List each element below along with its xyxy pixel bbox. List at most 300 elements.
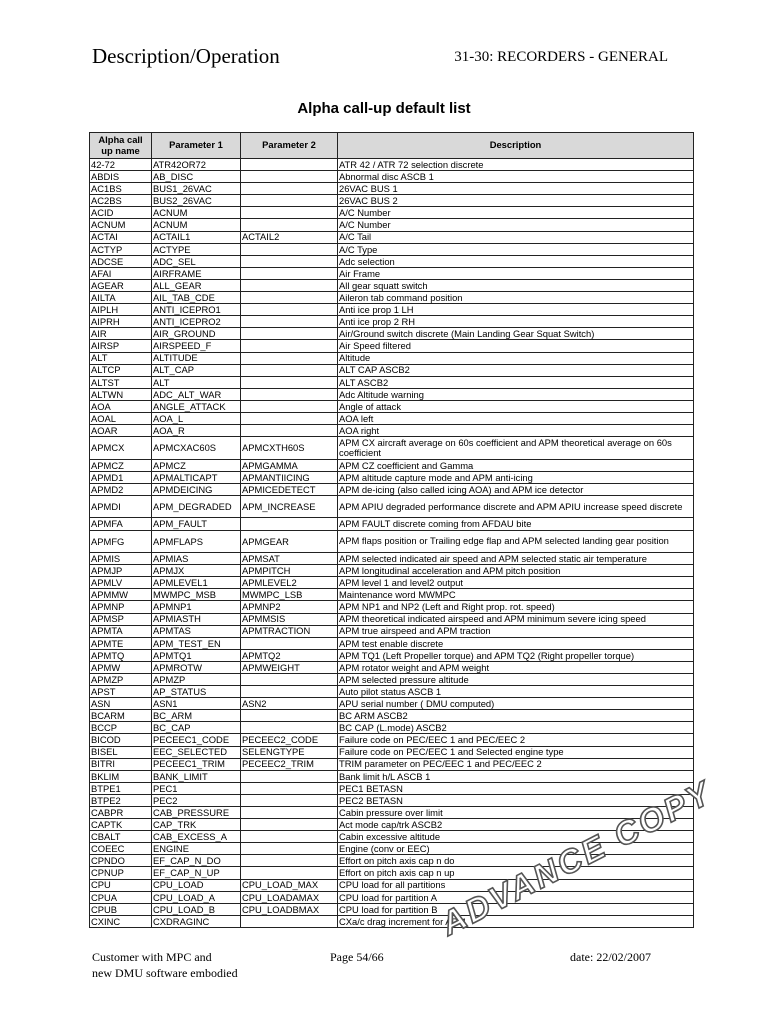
cell-parameter-1: EF_CAP_N_UP [152,867,241,879]
cell-alpha-name: BICOD [90,734,152,746]
cell-parameter-2: APMGEAR [241,530,338,553]
cell-parameter-1: ADC_ALT_WAR [152,388,241,400]
cell-parameter-2 [241,267,338,279]
cell-alpha-name: AOA [90,400,152,412]
cell-alpha-name: BCARM [90,710,152,722]
cell-description: A/C Number [338,219,694,231]
cell-parameter-1: CPU_LOAD_A [152,891,241,903]
cell-description: Maintenance word MWMPC [338,589,694,601]
cell-parameter-2: APMMSIS [241,613,338,625]
cell-alpha-name: APST [90,686,152,698]
cell-parameter-1: APMJX [152,565,241,577]
cell-alpha-name: AC1BS [90,183,152,195]
cell-parameter-1: ASN1 [152,698,241,710]
cell-parameter-2 [241,340,338,352]
table-row [90,637,694,649]
table-row [90,255,694,267]
col-header-alpha-call: Alpha call up name [90,133,152,159]
cell-parameter-1: MWMPC_MSB [152,589,241,601]
cell-parameter-1: APMCXAC60S [152,437,241,460]
table-row [90,867,694,879]
table-row [90,879,694,891]
advance-copy-stamp: ADVANCE COPY [434,773,719,943]
cell-parameter-2 [241,831,338,843]
cell-parameter-2: APMTQ2 [241,649,338,661]
cell-parameter-2 [241,195,338,207]
cell-parameter-2: APMICEDETECT [241,483,338,495]
cell-parameter-2: APM_INCREASE [241,495,338,518]
table-row [90,577,694,589]
cell-parameter-1: ACNUM [152,219,241,231]
cell-parameter-1: APMFLAPS [152,530,241,553]
page-number: Page 54/66 [330,950,384,964]
cell-alpha-name: AC2BS [90,195,152,207]
col-header-parameter-1: Parameter 1 [152,133,241,159]
cell-parameter-2: PECEEC2_TRIM [241,758,338,770]
cell-description: ALT ASCB2 [338,376,694,388]
cell-parameter-2: ASN2 [241,698,338,710]
cell-description: APM longitudinal acceleration and APM pitch position [338,565,694,577]
cell-parameter-1: APM_DEGRADED [152,495,241,518]
cell-alpha-name: AIR [90,328,152,340]
cell-alpha-name: BTPE2 [90,794,152,806]
cell-parameter-1: APMZP [152,673,241,685]
cell-parameter-2 [241,279,338,291]
cell-parameter-2 [241,855,338,867]
cell-description: ATR 42 / ATR 72 selection discrete [338,159,694,171]
cell-description: A/C Number [338,207,694,219]
cell-alpha-name: AOAR [90,425,152,437]
cell-alpha-name: APMJP [90,565,152,577]
cell-description: A/C Tail [338,231,694,243]
table-row [90,292,694,304]
cell-parameter-1: PEC2 [152,794,241,806]
document-section-title: Description/Operation [92,44,280,68]
cell-parameter-2: CPU_LOAD_MAX [241,879,338,891]
cell-parameter-2 [241,637,338,649]
cell-parameter-2 [241,400,338,412]
cell-alpha-name: ACTYP [90,243,152,255]
cell-parameter-2 [241,364,338,376]
cell-parameter-1: AIL_TAB_CDE [152,292,241,304]
cell-parameter-2 [241,425,338,437]
cell-parameter-2 [241,159,338,171]
cell-parameter-1: BC_ARM [152,710,241,722]
cell-alpha-name: AIRSP [90,340,152,352]
table-row [90,625,694,637]
table-row [90,183,694,195]
cell-parameter-2: APMGAMMA [241,459,338,471]
cell-parameter-2: CPU_LOADAMAX [241,891,338,903]
cell-alpha-name: APMSP [90,613,152,625]
cell-description: APM test enable discrete [338,637,694,649]
table-row [90,340,694,352]
table-row [90,195,694,207]
cell-parameter-2: APMPITCH [241,565,338,577]
table-row [90,794,694,806]
cell-alpha-name: APMCZ [90,459,152,471]
cell-parameter-1: AB_DISC [152,171,241,183]
cell-description: APM theoretical indicated airspeed and APM minimum severe icing speed [338,613,694,625]
cell-alpha-name: APMTQ [90,649,152,661]
cell-alpha-name: AOAL [90,412,152,424]
cell-parameter-1: AIRFRAME [152,267,241,279]
cell-parameter-1: APMNP1 [152,601,241,613]
table-row [90,171,694,183]
cell-parameter-1: APMTAS [152,625,241,637]
cell-parameter-2 [241,207,338,219]
cell-parameter-2 [241,782,338,794]
cell-description: Anti ice prop 1 LH [338,304,694,316]
cell-parameter-2 [241,219,338,231]
table-row [90,219,694,231]
cell-description: APU serial number ( DMU computed) [338,698,694,710]
cell-parameter-1: ACTAIL1 [152,231,241,243]
cell-alpha-name: ADCSE [90,255,152,267]
cell-description: APM flaps position or Trailing edge flap and APM selected landing gear position [338,530,694,553]
cell-parameter-2: APMTRACTION [241,625,338,637]
cell-parameter-1: APMTQ1 [152,649,241,661]
cell-description: BC CAP (L.mode) ASCB2 [338,722,694,734]
cell-parameter-1: AOA_R [152,425,241,437]
cell-parameter-1: ALT_CAP [152,364,241,376]
cell-parameter-2: APMSAT [241,553,338,565]
table-row [90,279,694,291]
cell-parameter-1: ENGINE [152,843,241,855]
cell-parameter-1: APMLEVEL1 [152,577,241,589]
cell-description: ALT CAP ASCB2 [338,364,694,376]
table-row [90,518,694,530]
table-row [90,400,694,412]
table-row [90,661,694,673]
table-row [90,328,694,340]
cell-description: Aileron tab command position [338,292,694,304]
cell-parameter-1: PECEEC1_CODE [152,734,241,746]
table-header-row [90,133,694,159]
cell-parameter-1: ANTI_ICEPRO2 [152,316,241,328]
cell-parameter-2 [241,807,338,819]
cell-alpha-name: APMMW [90,589,152,601]
cell-parameter-1: APMCZ [152,459,241,471]
cell-parameter-2 [241,412,338,424]
cell-parameter-2 [241,722,338,734]
cell-description: APM selected pressure altitude [338,673,694,685]
cell-description: Bank limit h/L ASCB 1 [338,770,694,782]
alpha-callup-table [89,132,694,928]
cell-parameter-1: APMROTW [152,661,241,673]
cell-alpha-name: ABDIS [90,171,152,183]
cell-alpha-name: ASN [90,698,152,710]
cell-parameter-1: CPU_LOAD_B [152,903,241,915]
cell-alpha-name: CABPR [90,807,152,819]
cell-parameter-1: CAP_TRK [152,819,241,831]
cell-parameter-2 [241,770,338,782]
table-row [90,159,694,171]
table-row [90,915,694,927]
cell-parameter-1: CPU_LOAD [152,879,241,891]
cell-parameter-2 [241,352,338,364]
table-row [90,698,694,710]
table-row [90,471,694,483]
cell-alpha-name: ACTAI [90,231,152,243]
cell-description: APM FAULT discrete coming from AFDAU bite [338,518,694,530]
cell-parameter-1: BC_CAP [152,722,241,734]
cell-parameter-1: APM_FAULT [152,518,241,530]
table-row [90,589,694,601]
cell-parameter-1: APMALTICAPT [152,471,241,483]
table-body [90,159,694,928]
table-row [90,483,694,495]
cell-parameter-2: PECEEC2_CODE [241,734,338,746]
cell-parameter-1: EF_CAP_N_DO [152,855,241,867]
cell-description: CPU load for partition A [338,891,694,903]
cell-parameter-2: ACTAIL2 [241,231,338,243]
col-header-parameter-2: Parameter 2 [241,133,338,159]
cell-description: APM CX aircraft average on 60s coefficient and APM theoretical average on 60s coefficient [338,437,694,460]
table-row [90,459,694,471]
cell-description: APM true airspeed and APM traction [338,625,694,637]
cell-parameter-1: ACTYPE [152,243,241,255]
cell-parameter-1: APMIASTH [152,613,241,625]
cell-description: Cabin excessive altitude [338,831,694,843]
cell-description: APM rotator weight and APM weight [338,661,694,673]
cell-alpha-name: CPU [90,879,152,891]
cell-parameter-1: ALL_GEAR [152,279,241,291]
cell-parameter-2 [241,686,338,698]
cell-parameter-1: ALT [152,376,241,388]
cell-parameter-1: APMIAS [152,553,241,565]
cell-alpha-name: CPNUP [90,867,152,879]
table-row [90,613,694,625]
cell-alpha-name: APMDI [90,495,152,518]
cell-description: CXa/c drag increment for APM [338,915,694,927]
cell-parameter-2: SELENGTYPE [241,746,338,758]
cell-description: CPU load for all partitions [338,879,694,891]
cell-description: Air Frame [338,267,694,279]
chapter-title: 31-30: RECORDERS - GENERAL [454,49,668,65]
table-row [90,495,694,518]
cell-alpha-name: BISEL [90,746,152,758]
footer-customer-note [92,950,238,981]
table-row [90,649,694,661]
cell-parameter-1: CAB_PRESSURE [152,807,241,819]
cell-description: Failure code on PEC/EEC 1 and PEC/EEC 2 [338,734,694,746]
cell-parameter-1: BUS2_26VAC [152,195,241,207]
cell-parameter-2 [241,819,338,831]
cell-parameter-2 [241,518,338,530]
table-row [90,267,694,279]
cell-alpha-name: BCCP [90,722,152,734]
table-row [90,412,694,424]
table-row [90,746,694,758]
cell-parameter-1: CXDRAGINC [152,915,241,927]
cell-alpha-name: APMD1 [90,471,152,483]
cell-parameter-1: ACNUM [152,207,241,219]
cell-description: Auto pilot status ASCB 1 [338,686,694,698]
cell-parameter-2 [241,710,338,722]
table-row [90,807,694,819]
cell-alpha-name: BKLIM [90,770,152,782]
cell-parameter-2 [241,243,338,255]
cell-parameter-2 [241,843,338,855]
cell-parameter-1: EEC_SELECTED [152,746,241,758]
cell-description: Effort on pitch axis cap n up [338,867,694,879]
cell-alpha-name: ALT [90,352,152,364]
table-row [90,601,694,613]
cell-alpha-name: AGEAR [90,279,152,291]
cell-description: APM level 1 and level2 output [338,577,694,589]
cell-parameter-2 [241,183,338,195]
table-row [90,207,694,219]
cell-description: APM de-icing (also called icing AOA) and APM ice detector [338,483,694,495]
cell-alpha-name: APMIS [90,553,152,565]
cell-parameter-2 [241,292,338,304]
cell-parameter-1: ANTI_ICEPRO1 [152,304,241,316]
cell-description: Air Speed filtered [338,340,694,352]
cell-alpha-name: CPNDO [90,855,152,867]
cell-alpha-name: AFAI [90,267,152,279]
table-row [90,565,694,577]
cell-alpha-name: 42-72 [90,159,152,171]
cell-parameter-2: CPU_LOADBMAX [241,903,338,915]
cell-description: TRIM parameter on PEC/EEC 1 and PEC/EEC 2 [338,758,694,770]
table-row [90,710,694,722]
cell-description: PEC2 BETASN [338,794,694,806]
cell-alpha-name: APMFA [90,518,152,530]
cell-alpha-name: BITRI [90,758,152,770]
cell-description: A/C Type [338,243,694,255]
cell-parameter-2 [241,915,338,927]
cell-alpha-name: ALTST [90,376,152,388]
cell-parameter-1: PECEEC1_TRIM [152,758,241,770]
cell-alpha-name: BTPE1 [90,782,152,794]
table-row [90,673,694,685]
table-row [90,553,694,565]
cell-alpha-name: CPUB [90,903,152,915]
cell-description: 26VAC BUS 1 [338,183,694,195]
cell-parameter-1: BUS1_26VAC [152,183,241,195]
cell-description: BC ARM ASCB2 [338,710,694,722]
cell-parameter-2 [241,376,338,388]
cell-alpha-name: APMZP [90,673,152,685]
cell-description: APM selected indicated air speed and APM selected static air temperature [338,553,694,565]
cell-alpha-name: ALTWN [90,388,152,400]
cell-parameter-2: MWMPC_LSB [241,589,338,601]
cell-alpha-name: APMLV [90,577,152,589]
cell-description: Adc selection [338,255,694,267]
document-date: date: 22/02/2007 [570,950,651,964]
cell-alpha-name: AIPRH [90,316,152,328]
footer-line-1: Customer with MPC and [92,950,212,964]
cell-parameter-2: APMLEVEL2 [241,577,338,589]
cell-parameter-1: PEC1 [152,782,241,794]
table-row [90,364,694,376]
cell-description: APM APIU degraded performance discrete and APM APIU increase speed discrete [338,495,694,518]
cell-alpha-name: AILTA [90,292,152,304]
cell-parameter-2 [241,316,338,328]
table-row [90,352,694,364]
cell-alpha-name: CAPTK [90,819,152,831]
cell-alpha-name: APMW [90,661,152,673]
table-row [90,425,694,437]
cell-parameter-2 [241,794,338,806]
cell-description: PEC1 BETASN [338,782,694,794]
cell-parameter-1: AIRSPEED_F [152,340,241,352]
cell-parameter-2 [241,255,338,267]
cell-parameter-1: APM_TEST_EN [152,637,241,649]
table-row [90,243,694,255]
cell-alpha-name: COEEC [90,843,152,855]
cell-alpha-name: APMD2 [90,483,152,495]
cell-description: Act mode cap/trk ASCB2 [338,819,694,831]
table-row [90,770,694,782]
cell-parameter-2 [241,673,338,685]
cell-parameter-1: AOA_L [152,412,241,424]
cell-alpha-name: APMNP [90,601,152,613]
table-row [90,437,694,460]
cell-parameter-1: ADC_SEL [152,255,241,267]
cell-description: AOA left [338,412,694,424]
cell-description: Altitude [338,352,694,364]
table-row [90,388,694,400]
cell-parameter-1: CAB_EXCESS_A [152,831,241,843]
cell-alpha-name: CPUA [90,891,152,903]
cell-alpha-name: APMTA [90,625,152,637]
cell-alpha-name: ALTCP [90,364,152,376]
cell-alpha-name: ACID [90,207,152,219]
cell-description: 26VAC BUS 2 [338,195,694,207]
cell-description: APM TQ1 (Left Propeller torque) and APM TQ2 (Right propeller torque) [338,649,694,661]
cell-description: CPU load for partition B [338,903,694,915]
table-row [90,304,694,316]
cell-alpha-name: CBALT [90,831,152,843]
cell-alpha-name: AIPLH [90,304,152,316]
cell-description: Failure code on PEC/EEC 1 and Selected engine type [338,746,694,758]
table-row [90,758,694,770]
cell-parameter-2: APMANTIICING [241,471,338,483]
cell-parameter-1: BANK_LIMIT [152,770,241,782]
col-header-description: Description [338,133,694,159]
cell-description: AOA right [338,425,694,437]
cell-alpha-name: CXINC [90,915,152,927]
table-row [90,734,694,746]
table-row [90,722,694,734]
cell-description: Abnormal disc ASCB 1 [338,171,694,183]
cell-description: Air/Ground switch discrete (Main Landing Gear Squat Switch) [338,328,694,340]
cell-alpha-name: APMFG [90,530,152,553]
cell-parameter-1: AIR_GROUND [152,328,241,340]
cell-parameter-1: ALTITUDE [152,352,241,364]
cell-parameter-2 [241,304,338,316]
footer-line-2: new DMU software embodied [92,965,238,980]
table-row [90,903,694,915]
cell-parameter-2: APMCXTH60S [241,437,338,460]
table-row [90,891,694,903]
cell-parameter-1: ANGLE_ATTACK [152,400,241,412]
cell-description: Cabin pressure over limit [338,807,694,819]
cell-parameter-2: APMWEIGHT [241,661,338,673]
cell-description: APM altitude capture mode and APM anti-icing [338,471,694,483]
cell-description: All gear squatt switch [338,279,694,291]
cell-description: APM CZ coefficient and Gamma [338,459,694,471]
cell-description: Effort on pitch axis cap n do [338,855,694,867]
table-row [90,316,694,328]
cell-parameter-2 [241,171,338,183]
cell-description: Adc Altitude warning [338,388,694,400]
table-row [90,530,694,553]
cell-parameter-2 [241,328,338,340]
cell-alpha-name: ACNUM [90,219,152,231]
